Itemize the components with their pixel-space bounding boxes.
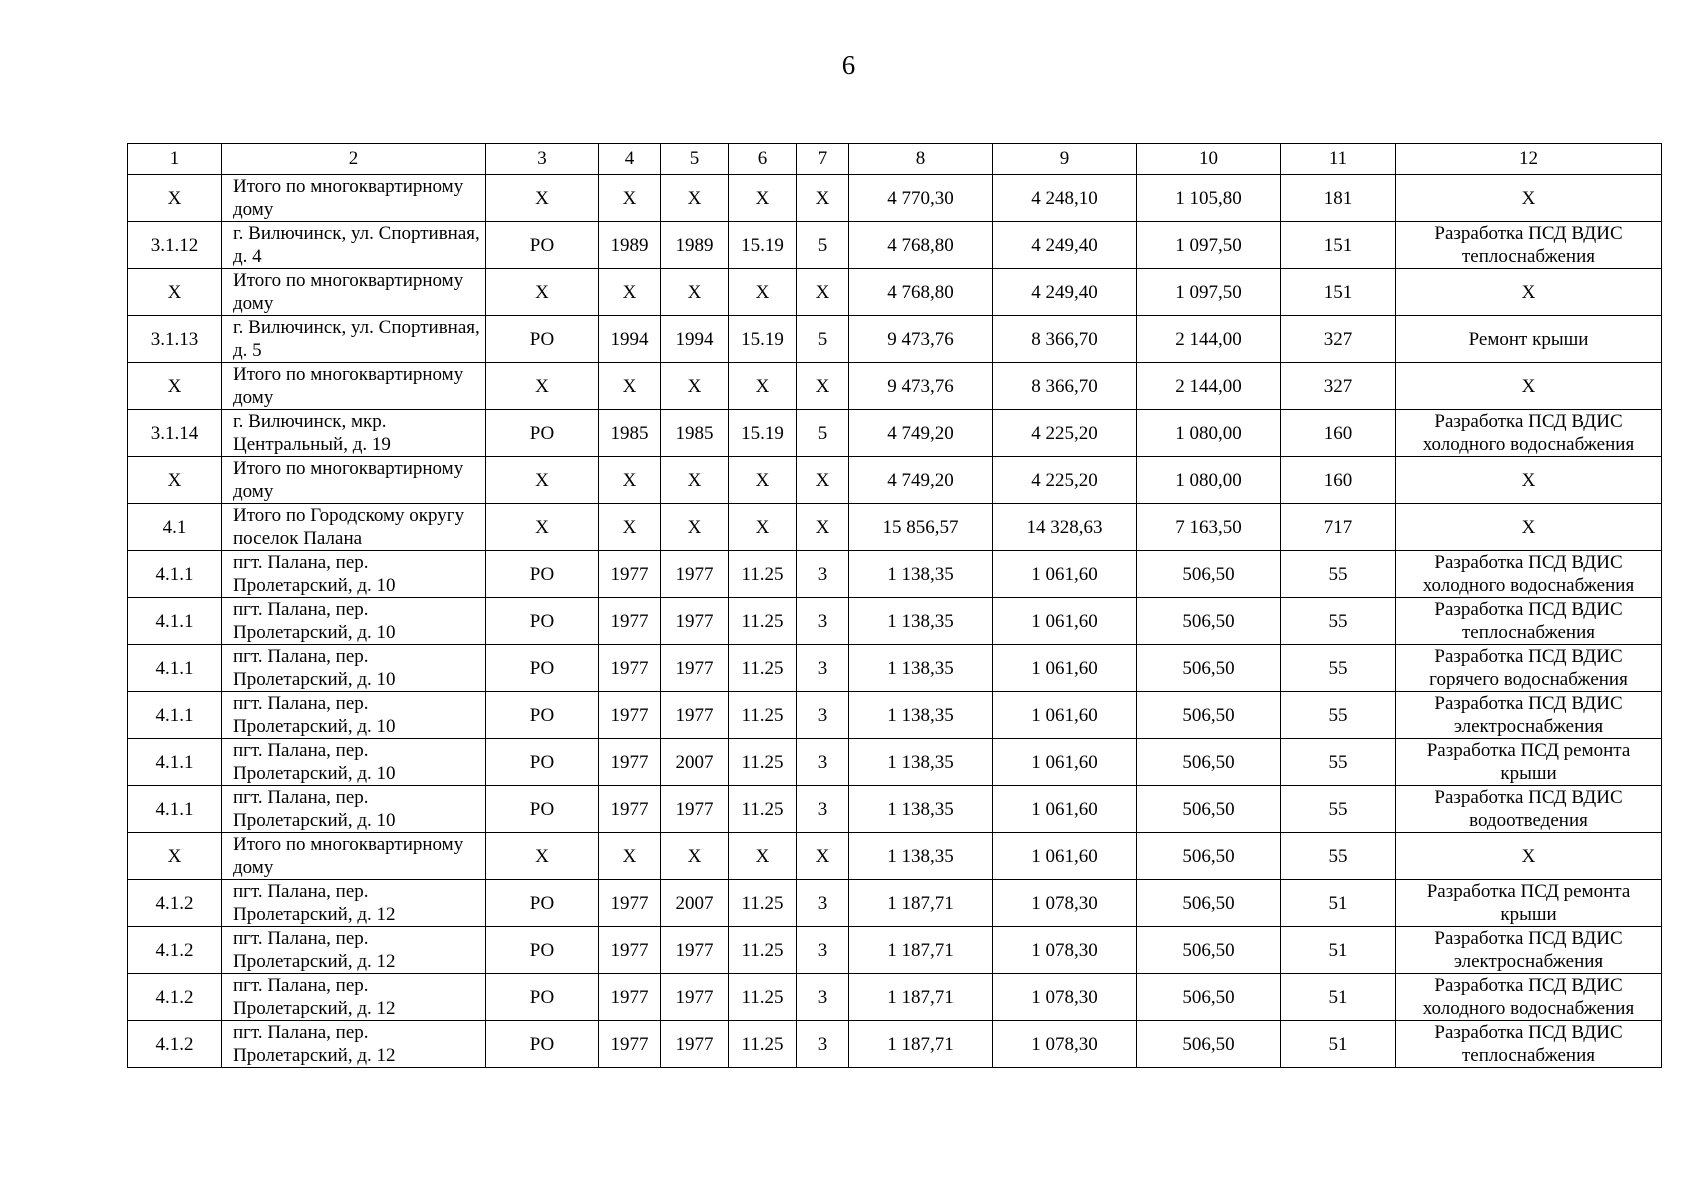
total-area-cell: 1 187,71 [849,880,993,927]
address-cell: пгт. Палана, пер. Пролетарский, д. 12 [222,974,486,1021]
residents-cell: 51 [1281,974,1396,1021]
row-number-cell: 4.1.2 [128,1021,222,1068]
code-cell: X [729,269,797,316]
total-area-cell: 4 749,20 [849,457,993,504]
total-area-cell: 9 473,76 [849,363,993,410]
row-number-cell: 3.1.12 [128,222,222,269]
residents-cell: 717 [1281,504,1396,551]
table-row [128,598,1662,645]
row-number-cell: 4.1.2 [128,974,222,1021]
living-area-cell: 8 366,70 [993,316,1137,363]
floors-cell: 5 [797,316,849,363]
type-cell: РО [486,222,599,269]
row-number-cell: 4.1.1 [128,786,222,833]
residents-cell: 51 [1281,1021,1396,1068]
living-area-cell: 4 249,40 [993,222,1137,269]
column-number-cell: 10 [1137,144,1281,175]
column-number-cell: 8 [849,144,993,175]
table-row [128,927,1662,974]
table-row [128,739,1662,786]
address-cell: пгт. Палана, пер. Пролетарский, д. 10 [222,786,486,833]
year-renovated-cell: 1977 [661,974,729,1021]
total-area-cell: 1 138,35 [849,645,993,692]
year-renovated-cell: X [661,269,729,316]
year-built-cell: X [599,175,661,222]
year-renovated-cell: X [661,504,729,551]
code-cell: 15.19 [729,316,797,363]
residents-cell: 327 [1281,316,1396,363]
table-row [128,175,1662,222]
residents-cell: 55 [1281,692,1396,739]
work-type-cell: Разработка ПСД ремонта крыши [1396,739,1662,786]
row-number-cell: 4.1.1 [128,692,222,739]
table-row [128,457,1662,504]
work-type-cell: Разработка ПСД ВДИС холодного водоснабжения [1396,974,1662,1021]
type-cell: X [486,363,599,410]
address-cell: пгт. Палана, пер. Пролетарский, д. 10 [222,645,486,692]
residents-cell: 55 [1281,739,1396,786]
address-cell: пгт. Палана, пер. Пролетарский, д. 12 [222,927,486,974]
year-built-cell: 1977 [599,551,661,598]
column-number-cell: 2 [222,144,486,175]
register-table [127,143,1662,1068]
table-row [128,786,1662,833]
non-living-area-cell: 506,50 [1137,974,1281,1021]
address-cell: пгт. Палана, пер. Пролетарский, д. 12 [222,1021,486,1068]
living-area-cell: 1 061,60 [993,739,1137,786]
code-cell: 15.19 [729,410,797,457]
year-built-cell: 1977 [599,692,661,739]
row-number-cell: X [128,833,222,880]
year-built-cell: X [599,833,661,880]
code-cell: 11.25 [729,974,797,1021]
non-living-area-cell: 2 144,00 [1137,316,1281,363]
year-built-cell: 1977 [599,927,661,974]
year-built-cell: 1977 [599,598,661,645]
year-renovated-cell: 1977 [661,645,729,692]
non-living-area-cell: 7 163,50 [1137,504,1281,551]
table-row [128,363,1662,410]
work-type-cell: Разработка ПСД ВДИС электроснабжения [1396,692,1662,739]
year-renovated-cell: 1994 [661,316,729,363]
year-built-cell: 1977 [599,645,661,692]
row-number-cell: 3.1.14 [128,410,222,457]
page-number: 6 [841,50,856,80]
code-cell: X [729,504,797,551]
total-area-cell: 1 138,35 [849,833,993,880]
year-renovated-cell: X [661,833,729,880]
year-built-cell: 1977 [599,739,661,786]
non-living-area-cell: 1 097,50 [1137,222,1281,269]
year-renovated-cell: X [661,457,729,504]
floors-cell: X [797,363,849,410]
living-area-cell: 4 225,20 [993,457,1137,504]
floors-cell: 3 [797,786,849,833]
living-area-cell: 4 225,20 [993,410,1137,457]
table-row [128,222,1662,269]
non-living-area-cell: 506,50 [1137,786,1281,833]
type-cell: X [486,175,599,222]
residents-cell: 55 [1281,551,1396,598]
residents-cell: 55 [1281,833,1396,880]
living-area-cell: 1 061,60 [993,786,1137,833]
year-built-cell: 1985 [599,410,661,457]
non-living-area-cell: 1 105,80 [1137,175,1281,222]
row-number-cell: 4.1.1 [128,551,222,598]
code-cell: 11.25 [729,1021,797,1068]
year-built-cell: X [599,363,661,410]
type-cell: РО [486,410,599,457]
total-area-cell: 9 473,76 [849,316,993,363]
table-row [128,316,1662,363]
residents-cell: 160 [1281,457,1396,504]
residents-cell: 151 [1281,222,1396,269]
table-row [128,269,1662,316]
type-cell: РО [486,786,599,833]
floors-cell: 3 [797,598,849,645]
non-living-area-cell: 506,50 [1137,1021,1281,1068]
address-cell: пгт. Палана, пер. Пролетарский, д. 10 [222,692,486,739]
total-area-cell: 4 770,30 [849,175,993,222]
type-cell: РО [486,880,599,927]
floors-cell: X [797,504,849,551]
total-area-cell: 15 856,57 [849,504,993,551]
address-cell: Итого по многоквартирному дому [222,363,486,410]
table-row [128,880,1662,927]
year-built-cell: X [599,457,661,504]
work-type-cell: X [1396,504,1662,551]
floors-cell: 3 [797,1021,849,1068]
residents-cell: 181 [1281,175,1396,222]
column-number-cell: 3 [486,144,599,175]
year-renovated-cell: 1977 [661,598,729,645]
residents-cell: 51 [1281,927,1396,974]
living-area-cell: 1 078,30 [993,927,1137,974]
floors-cell: 3 [797,645,849,692]
type-cell: РО [486,598,599,645]
total-area-cell: 1 138,35 [849,598,993,645]
work-type-cell: Разработка ПСД ВДИС электроснабжения [1396,927,1662,974]
living-area-cell: 1 078,30 [993,1021,1137,1068]
living-area-cell: 1 078,30 [993,880,1137,927]
residents-cell: 51 [1281,880,1396,927]
total-area-cell: 1 187,71 [849,1021,993,1068]
residents-cell: 160 [1281,410,1396,457]
row-number-cell: 4.1.1 [128,739,222,786]
residents-cell: 55 [1281,645,1396,692]
living-area-cell: 4 249,40 [993,269,1137,316]
total-area-cell: 1 187,71 [849,974,993,1021]
work-type-cell: X [1396,269,1662,316]
non-living-area-cell: 506,50 [1137,739,1281,786]
address-cell: Итого по многоквартирному дому [222,457,486,504]
table-row [128,974,1662,1021]
floors-cell: 5 [797,410,849,457]
year-renovated-cell: 1985 [661,410,729,457]
work-type-cell: Разработка ПСД ВДИС теплоснабжения [1396,598,1662,645]
code-cell: X [729,457,797,504]
non-living-area-cell: 2 144,00 [1137,363,1281,410]
type-cell: РО [486,739,599,786]
row-number-cell: 4.1.2 [128,927,222,974]
living-area-cell: 1 061,60 [993,692,1137,739]
type-cell: РО [486,316,599,363]
address-cell: пгт. Палана, пер. Пролетарский, д. 10 [222,551,486,598]
type-cell: X [486,269,599,316]
row-number-cell: X [128,457,222,504]
work-type-cell: X [1396,175,1662,222]
work-type-cell: Разработка ПСД ВДИС холодного водоснабжения [1396,410,1662,457]
type-cell: X [486,457,599,504]
work-type-cell: Разработка ПСД ВДИС водоотведения [1396,786,1662,833]
year-built-cell: 1989 [599,222,661,269]
column-number-cell: 11 [1281,144,1396,175]
non-living-area-cell: 1 080,00 [1137,457,1281,504]
row-number-cell: X [128,269,222,316]
column-number-cell: 7 [797,144,849,175]
type-cell: РО [486,645,599,692]
address-cell: Итого по многоквартирному дому [222,175,486,222]
living-area-cell: 8 366,70 [993,363,1137,410]
living-area-cell: 4 248,10 [993,175,1137,222]
table-body [128,144,1662,1068]
work-type-cell: Разработка ПСД ВДИС горячего водоснабжения [1396,645,1662,692]
type-cell: РО [486,692,599,739]
year-renovated-cell: 2007 [661,739,729,786]
type-cell: РО [486,927,599,974]
column-number-cell: 4 [599,144,661,175]
code-cell: 11.25 [729,880,797,927]
type-cell: РО [486,974,599,1021]
year-renovated-cell: 1977 [661,1021,729,1068]
row-number-cell: X [128,363,222,410]
year-renovated-cell: 1977 [661,786,729,833]
non-living-area-cell: 506,50 [1137,880,1281,927]
address-cell: Итого по Городскому округу поселок Палана [222,504,486,551]
year-built-cell: 1977 [599,880,661,927]
living-area-cell: 1 061,60 [993,833,1137,880]
type-cell: X [486,833,599,880]
row-number-cell: 4.1.2 [128,880,222,927]
column-number-cell: 5 [661,144,729,175]
total-area-cell: 1 138,35 [849,551,993,598]
address-cell: Итого по многоквартирному дому [222,269,486,316]
code-cell: 11.25 [729,739,797,786]
type-cell: РО [486,1021,599,1068]
non-living-area-cell: 506,50 [1137,598,1281,645]
work-type-cell: Разработка ПСД ВДИС холодного водоснабжения [1396,551,1662,598]
type-cell: X [486,504,599,551]
year-renovated-cell: 2007 [661,880,729,927]
table-row [128,551,1662,598]
floors-cell: X [797,457,849,504]
year-renovated-cell: 1977 [661,692,729,739]
total-area-cell: 4 768,80 [849,222,993,269]
column-number-cell: 1 [128,144,222,175]
non-living-area-cell: 506,50 [1137,833,1281,880]
address-cell: пгт. Палана, пер. Пролетарский, д. 10 [222,598,486,645]
total-area-cell: 4 749,20 [849,410,993,457]
row-number-cell: X [128,175,222,222]
code-cell: 11.25 [729,645,797,692]
column-number-row [128,144,1662,175]
year-built-cell: X [599,269,661,316]
table-row [128,1021,1662,1068]
year-built-cell: 1994 [599,316,661,363]
column-number-cell: 6 [729,144,797,175]
non-living-area-cell: 506,50 [1137,927,1281,974]
non-living-area-cell: 506,50 [1137,692,1281,739]
total-area-cell: 1 138,35 [849,739,993,786]
column-number-cell: 9 [993,144,1137,175]
non-living-area-cell: 506,50 [1137,645,1281,692]
total-area-cell: 4 768,80 [849,269,993,316]
floors-cell: 3 [797,551,849,598]
work-type-cell: Разработка ПСД ВДИС теплоснабжения [1396,222,1662,269]
non-living-area-cell: 1 097,50 [1137,269,1281,316]
year-renovated-cell: 1977 [661,927,729,974]
row-number-cell: 3.1.13 [128,316,222,363]
year-renovated-cell: 1977 [661,551,729,598]
living-area-cell: 14 328,63 [993,504,1137,551]
residents-cell: 327 [1281,363,1396,410]
table-row [128,833,1662,880]
floors-cell: 3 [797,692,849,739]
work-type-cell: X [1396,363,1662,410]
address-cell: г. Вилючинск, мкр. Центральный, д. 19 [222,410,486,457]
code-cell: 11.25 [729,598,797,645]
living-area-cell: 1 061,60 [993,551,1137,598]
total-area-cell: 1 138,35 [849,786,993,833]
non-living-area-cell: 1 080,00 [1137,410,1281,457]
residents-cell: 55 [1281,598,1396,645]
row-number-cell: 4.1 [128,504,222,551]
type-cell: РО [486,551,599,598]
table-row [128,645,1662,692]
floors-cell: X [797,175,849,222]
floors-cell: X [797,833,849,880]
floors-cell: 3 [797,739,849,786]
work-type-cell: Разработка ПСД ремонта крыши [1396,880,1662,927]
address-cell: пгт. Палана, пер. Пролетарский, д. 12 [222,880,486,927]
total-area-cell: 1 138,35 [849,692,993,739]
table-row [128,410,1662,457]
code-cell: 11.25 [729,551,797,598]
address-cell: г. Вилючинск, ул. Спортивная, д. 5 [222,316,486,363]
non-living-area-cell: 506,50 [1137,551,1281,598]
code-cell: 11.25 [729,927,797,974]
code-cell: 11.25 [729,692,797,739]
work-type-cell: X [1396,457,1662,504]
residents-cell: 55 [1281,786,1396,833]
living-area-cell: 1 061,60 [993,645,1137,692]
floors-cell: 3 [797,974,849,1021]
address-cell: пгт. Палана, пер. Пролетарский, д. 10 [222,739,486,786]
floors-cell: 5 [797,222,849,269]
code-cell: X [729,363,797,410]
year-renovated-cell: 1989 [661,222,729,269]
year-built-cell: 1977 [599,1021,661,1068]
code-cell: 11.25 [729,786,797,833]
code-cell: X [729,175,797,222]
living-area-cell: 1 078,30 [993,974,1137,1021]
column-number-cell: 12 [1396,144,1662,175]
row-number-cell: 4.1.1 [128,645,222,692]
row-number-cell: 4.1.1 [128,598,222,645]
work-type-cell: Ремонт крыши [1396,316,1662,363]
address-cell: Итого по многоквартирному дому [222,833,486,880]
work-type-cell: Разработка ПСД ВДИС теплоснабжения [1396,1021,1662,1068]
floors-cell: 3 [797,927,849,974]
work-type-cell: X [1396,833,1662,880]
year-renovated-cell: X [661,175,729,222]
code-cell: X [729,833,797,880]
year-renovated-cell: X [661,363,729,410]
year-built-cell: X [599,504,661,551]
address-cell: г. Вилючинск, ул. Спортивная, д. 4 [222,222,486,269]
residents-cell: 151 [1281,269,1396,316]
floors-cell: X [797,269,849,316]
table-row [128,692,1662,739]
living-area-cell: 1 061,60 [993,598,1137,645]
code-cell: 15.19 [729,222,797,269]
year-built-cell: 1977 [599,974,661,1021]
table-row [128,504,1662,551]
year-built-cell: 1977 [599,786,661,833]
total-area-cell: 1 187,71 [849,927,993,974]
floors-cell: 3 [797,880,849,927]
